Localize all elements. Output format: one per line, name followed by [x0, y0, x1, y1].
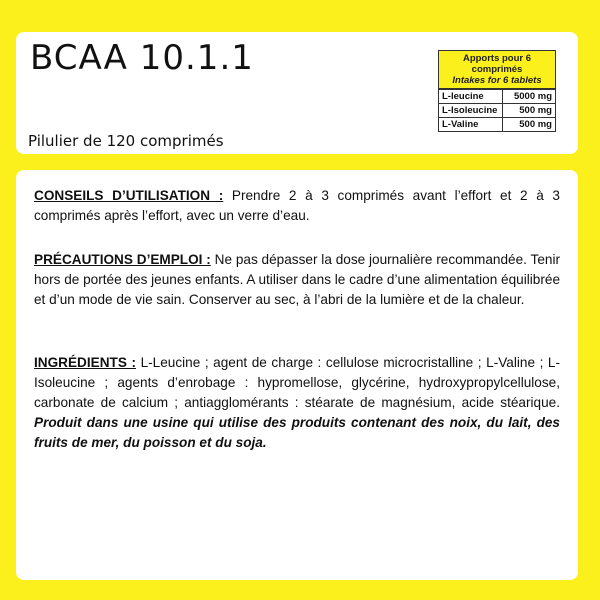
intake-row: [439, 103, 555, 117]
intake-amount: 5000 mg: [513, 91, 552, 102]
intake-heading-fr: Apports pour 6 comprimés: [462, 53, 532, 75]
product-title: BCAA 10.1.1: [30, 38, 254, 78]
product-subtitle: Pilulier de 120 comprimés: [28, 132, 224, 150]
ingredients-label: INGRÉDIENTS :: [34, 355, 136, 370]
intake-name: L-leucine: [439, 90, 503, 103]
intake-table: [438, 50, 556, 132]
precautions-text: Ne pas dépasser la dose journalière recommandée. Tenir hors de portée des jeunes enfants. A utiliser dans le cadre d’une alimentation équilibrée et d’un mode de vie sain. Conserver au sec, à l’abri de la lumière et de la chaleur.: [34, 252, 560, 307]
intake-name: L-Valine: [439, 118, 503, 131]
intake-heading-en: Intakes for 6 tablets: [452, 75, 542, 86]
intake-amount: 500 mg: [519, 119, 552, 130]
usage-text: Prendre 2 à 3 comprimés avant l’effort et 2 à 3 comprimés après l’effort, avec un verre d’eau.: [34, 188, 560, 223]
intake-row: [439, 89, 555, 103]
ingredients-text: L-Leucine ; agent de charge : cellulose microcristalline ; L-Valine ; L-Isoleucine ; agents d’enrobage : hypromellose, glycérine, hydroxypropylcellulose, carbonate de calcium ; antiagglomérants : stéarate de magnésium, acide stéarique.: [34, 355, 561, 410]
ingredients-section: [34, 353, 560, 453]
allergen-note: Produit dans une usine qui utilise des produits contenant des noix, du lait, des fruits de mer, du poisson et du soja.: [34, 415, 560, 450]
usage-section: [34, 186, 560, 226]
header-panel: [16, 32, 578, 154]
instructions-panel: [16, 170, 578, 580]
intake-amount: 500 mg: [519, 105, 552, 116]
precautions-section: [34, 250, 560, 310]
intake-row: [439, 117, 555, 131]
precautions-label: PRÉCAUTIONS D’EMPLOI :: [34, 252, 211, 267]
intake-name: L-Isoleucine: [439, 104, 503, 117]
usage-label: CONSEILS D’UTILISATION :: [34, 188, 224, 203]
intake-table-heading: [439, 51, 555, 89]
